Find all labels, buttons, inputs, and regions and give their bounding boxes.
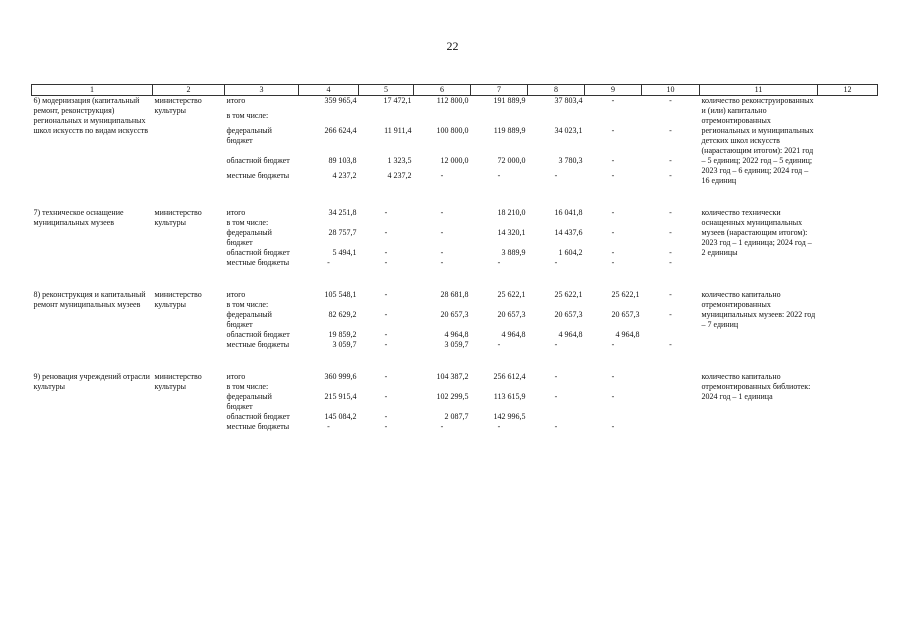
column-numbers-row xyxy=(32,85,878,96)
amount-cell: - xyxy=(497,340,501,349)
executor: министерство культуры xyxy=(154,96,202,115)
empty-cell xyxy=(818,96,878,187)
column-header: 11 xyxy=(700,85,818,96)
amount-cell: - xyxy=(554,422,558,431)
amount-cell: 16 041,8 xyxy=(554,208,583,217)
amount-cell: 105 548,1 xyxy=(324,290,357,299)
funding-source: федеральный бюджет xyxy=(226,228,272,247)
amount-cell: 145 084,2 xyxy=(324,412,357,421)
executor: министерство культуры xyxy=(154,290,202,309)
amount-cell: 3 059,7 xyxy=(332,340,357,349)
amount-cell: - xyxy=(327,258,330,267)
amount-cell: 20 657,3 xyxy=(440,310,469,319)
empty-cell xyxy=(528,300,585,310)
amount-cell: 104 387,2 xyxy=(436,372,469,381)
amount-cell: 28 757,7 xyxy=(328,228,357,237)
amount-cell: 1 604,2 xyxy=(558,248,583,257)
amount-cell: - xyxy=(440,248,444,257)
empty-cell xyxy=(642,218,700,228)
empty-cell xyxy=(359,218,414,228)
amount-cell: - xyxy=(669,228,672,237)
funding-source: областной бюджет xyxy=(226,156,290,166)
amount-cell: 359 965,4 xyxy=(324,96,357,105)
amount-cell: 28 681,8 xyxy=(440,290,469,299)
amount-cell: 360 999,6 xyxy=(324,372,357,381)
amount-cell: - xyxy=(611,422,615,431)
amount-cell: - xyxy=(384,248,388,257)
amount-cell: 2 087,7 xyxy=(444,412,469,421)
empty-cell xyxy=(299,111,359,126)
amount-cell xyxy=(642,330,700,340)
amount-cell: - xyxy=(384,310,388,319)
amount-cell: - xyxy=(554,392,558,401)
amount-cell xyxy=(528,412,585,422)
amount-cell: 18 210,0 xyxy=(497,208,526,217)
empty-cell xyxy=(414,382,471,392)
amount-cell: 20 657,3 xyxy=(554,310,583,319)
empty-cell xyxy=(642,300,700,310)
table-row xyxy=(32,372,878,382)
amount-cell xyxy=(642,412,700,422)
column-header: 6 xyxy=(414,85,471,96)
amount-cell: 4 964,8 xyxy=(558,330,583,339)
amount-cell: - xyxy=(384,208,388,217)
spacer-cell xyxy=(32,268,878,290)
amount-cell: 256 612,4 xyxy=(493,372,526,381)
empty-cell xyxy=(299,382,359,392)
empty-cell xyxy=(818,372,878,432)
amount-cell: 191 889,9 xyxy=(493,96,526,105)
empty-cell xyxy=(642,111,700,126)
indicator: количество реконструированных и (или) капитально отремонтированных региональных и муниципальных детских школ искусств (нарастающим итогом): 2021 год – 5 единиц; 2022 год – 5 единиц; 2023 год – 6 единиц; 2024 год – 16 единиц xyxy=(701,96,814,185)
executor: министерство культуры xyxy=(154,208,202,227)
funding-source: областной бюджет xyxy=(226,412,290,421)
event-name: 9) реновация учреждений отрасли культуры xyxy=(33,372,150,391)
amount-cell: - xyxy=(669,126,672,136)
empty-cell xyxy=(528,382,585,392)
empty-cell xyxy=(299,300,359,310)
amount-cell: 20 657,3 xyxy=(611,310,640,319)
column-header: 4 xyxy=(299,85,359,96)
amount-cell: - xyxy=(554,340,558,349)
amount-cell: - xyxy=(669,340,672,349)
column-header: 12 xyxy=(818,85,878,96)
empty-cell xyxy=(414,300,471,310)
amount-cell: 34 251,8 xyxy=(328,208,357,217)
amount-cell: - xyxy=(384,330,388,339)
amount-cell: - xyxy=(497,258,501,267)
amount-cell: - xyxy=(611,248,615,257)
amount-cell: - xyxy=(384,258,388,267)
indicator: количество технически оснащенных муниципальных музеев (нарастающим итогом): 2023 год – 1 единица; 2024 год – 2 единицы xyxy=(701,208,812,257)
funding-source: итого xyxy=(226,96,246,105)
amount-cell: - xyxy=(611,372,615,381)
funding-source: федеральный бюджет xyxy=(226,392,272,411)
empty-cell xyxy=(414,218,471,228)
funding-source: в том числе: xyxy=(226,300,269,309)
amount-cell: 12 000,0 xyxy=(440,156,469,166)
amount-cell: - xyxy=(554,372,558,381)
amount-cell: - xyxy=(669,208,672,217)
event-name: 6) модернизация (капитальный ремонт, реконструкция) региональных и муниципальных школ искусств по видам искусств xyxy=(33,96,149,135)
amount-cell xyxy=(585,412,642,422)
amount-cell: 3 059,7 xyxy=(444,340,469,349)
amount-cell: - xyxy=(611,392,615,401)
amount-cell: - xyxy=(669,248,672,257)
amount-cell: 11 911,4 xyxy=(384,126,412,136)
empty-cell xyxy=(528,111,585,126)
amount-cell: 5 494,1 xyxy=(332,248,357,257)
funding-source: в том числе: xyxy=(226,382,269,391)
amount-cell: 3 889,9 xyxy=(501,248,526,257)
empty-cell xyxy=(299,218,359,228)
empty-cell xyxy=(818,208,878,268)
column-header: 10 xyxy=(642,85,700,96)
amount-cell: 17 472,1 xyxy=(383,96,412,105)
page-number: 22 xyxy=(446,39,459,53)
funding-source: итого xyxy=(226,208,246,217)
column-header: 1 xyxy=(32,85,153,96)
funding-source: итого xyxy=(226,372,246,381)
empty-cell xyxy=(471,382,528,392)
empty-cell xyxy=(585,218,642,228)
funding-source: местные бюджеты xyxy=(226,422,290,431)
amount-cell: - xyxy=(554,171,558,181)
amount-cell: - xyxy=(669,96,672,105)
amount-cell: 25 622,1 xyxy=(497,290,526,299)
amount-cell: 4 237,2 xyxy=(387,171,412,181)
funding-table xyxy=(31,84,878,432)
amount-cell: - xyxy=(440,208,444,217)
amount-cell: 14 437,6 xyxy=(554,228,583,237)
amount-cell: - xyxy=(440,258,444,267)
table-row xyxy=(32,96,878,112)
event-name: 8) реконструкция и капитальный ремонт муниципальных музеев xyxy=(33,290,146,309)
funding-source: областной бюджет xyxy=(226,248,290,257)
amount-cell: 102 299,5 xyxy=(436,392,469,401)
empty-cell xyxy=(359,382,414,392)
column-header: 8 xyxy=(528,85,585,96)
amount-cell: 113 615,9 xyxy=(493,392,526,401)
amount-cell: - xyxy=(611,171,615,181)
table-row xyxy=(32,208,878,218)
empty-cell xyxy=(471,300,528,310)
amount-cell: - xyxy=(611,228,615,237)
funding-source: местные бюджеты xyxy=(226,258,290,267)
amount-cell: - xyxy=(497,171,501,181)
empty-cell xyxy=(359,300,414,310)
amount-cell: 14 320,1 xyxy=(497,228,526,237)
amount-cell: - xyxy=(384,228,388,237)
amount-cell: - xyxy=(611,126,615,136)
amount-cell: - xyxy=(384,372,388,381)
amount-cell: - xyxy=(440,171,444,181)
amount-cell: - xyxy=(669,156,672,166)
amount-cell: 25 622,1 xyxy=(554,290,583,299)
amount-cell: - xyxy=(669,258,672,267)
funding-source: в том числе: xyxy=(226,218,269,227)
amount-cell: 4 964,8 xyxy=(615,330,640,339)
amount-cell: 82 629,2 xyxy=(328,310,357,319)
amount-cell: 100 800,0 xyxy=(436,126,469,136)
column-header: 9 xyxy=(585,85,642,96)
amount-cell: - xyxy=(611,96,615,105)
amount-cell: - xyxy=(384,290,388,299)
amount-cell: 72 000,0 xyxy=(497,156,526,166)
amount-cell: - xyxy=(611,340,615,349)
column-header: 2 xyxy=(153,85,225,96)
amount-cell: 266 624,4 xyxy=(324,126,357,136)
amount-cell: - xyxy=(327,422,330,431)
amount-cell xyxy=(642,392,700,412)
block-spacer xyxy=(32,186,878,208)
funding-source: в том числе: xyxy=(226,111,269,121)
empty-cell xyxy=(471,218,528,228)
amount-cell: 20 657,3 xyxy=(497,310,526,319)
column-header: 7 xyxy=(471,85,528,96)
amount-cell: - xyxy=(611,258,615,267)
amount-cell: - xyxy=(384,392,388,401)
amount-cell: - xyxy=(497,422,501,431)
amount-cell: 37 803,4 xyxy=(554,96,583,105)
funding-source: местные бюджеты xyxy=(226,171,290,181)
funding-source: федеральный бюджет xyxy=(226,126,272,146)
amount-cell: 112 800,0 xyxy=(436,96,469,105)
amount-cell: - xyxy=(554,258,558,267)
empty-cell xyxy=(585,111,642,126)
column-header: 3 xyxy=(225,85,299,96)
indicator: количество капитально отремонтированных библиотек: 2024 год – 1 единица xyxy=(701,372,811,401)
empty-cell xyxy=(471,111,528,126)
executor: министерство культуры xyxy=(154,372,202,391)
amount-cell: - xyxy=(384,340,388,349)
amount-cell: 4 964,8 xyxy=(501,330,526,339)
amount-cell: - xyxy=(669,310,672,319)
indicator: количество капитально отремонтированных муниципальных музеев: 2022 год – 7 единиц xyxy=(701,290,816,329)
amount-cell: 142 996,5 xyxy=(493,412,526,421)
empty-cell xyxy=(642,382,700,392)
funding-source: областной бюджет xyxy=(226,330,290,339)
amount-cell: 34 023,1 xyxy=(554,126,583,136)
empty-cell xyxy=(414,111,471,126)
spacer-cell xyxy=(32,186,878,208)
amount-cell: - xyxy=(384,412,388,421)
amount-cell: 25 622,1 xyxy=(611,290,640,299)
table-row xyxy=(32,290,878,300)
amount-cell: - xyxy=(384,422,388,431)
funding-source: итого xyxy=(226,290,246,299)
spacer-cell xyxy=(32,350,878,372)
empty-cell xyxy=(585,300,642,310)
amount-cell: 4 237,2 xyxy=(332,171,357,181)
amount-cell xyxy=(642,422,700,432)
amount-cell: 215 915,4 xyxy=(324,392,357,401)
amount-cell: 1 323,5 xyxy=(387,156,412,166)
amount-cell: 3 780,3 xyxy=(558,156,583,166)
amount-cell: 119 889,9 xyxy=(493,126,526,136)
empty-cell xyxy=(528,218,585,228)
empty-cell xyxy=(818,290,878,350)
event-name: 7) техническое оснащение муниципальных музеев xyxy=(33,208,124,227)
column-header: 5 xyxy=(359,85,414,96)
empty-cell xyxy=(585,382,642,392)
block-spacer xyxy=(32,350,878,372)
amount-cell: - xyxy=(611,208,615,217)
amount-cell: - xyxy=(669,290,672,299)
amount-cell: - xyxy=(669,171,672,181)
amount-cell: - xyxy=(440,228,444,237)
amount-cell: 19 859,2 xyxy=(328,330,357,339)
amount-cell: - xyxy=(611,156,615,166)
amount-cell xyxy=(642,372,700,382)
funding-source: местные бюджеты xyxy=(226,340,290,349)
amount-cell: - xyxy=(440,422,444,431)
block-spacer xyxy=(32,268,878,290)
amount-cell: 89 103,8 xyxy=(328,156,357,166)
amount-cell: 4 964,8 xyxy=(444,330,469,339)
empty-cell xyxy=(359,111,414,126)
funding-source: федеральный бюджет xyxy=(226,310,272,329)
